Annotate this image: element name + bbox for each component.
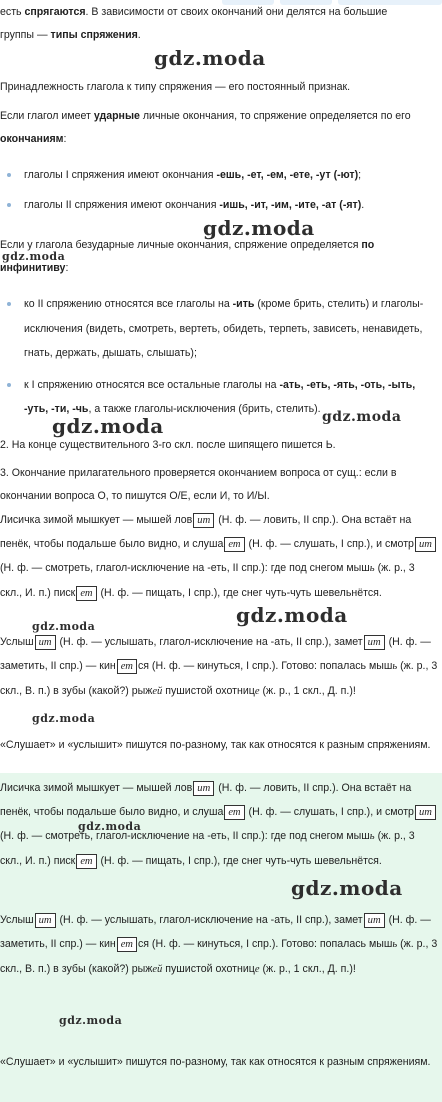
ending-box: ит <box>35 635 56 650</box>
ending-box: ит <box>364 913 385 928</box>
ending-mark: е <box>254 686 260 697</box>
stressed-rule-paragraph: Если глагол имеет ударные личные окончания, то спряжение определяется по его окончаниям: <box>0 110 411 145</box>
constant-feature-text: Принадлежность глагола к типу спряжения — его постоянный признак. <box>0 81 351 93</box>
unstressed-endings-list <box>0 292 436 422</box>
ending-box: ет <box>224 537 244 552</box>
bullet-icon <box>7 173 11 177</box>
bullet-icon <box>7 203 11 207</box>
intro-paragraph: есть спрягаются. В зависимости от своих окончаний они делятся на большие группы — типы спряжения. <box>0 6 388 41</box>
ending-mark: ей <box>152 686 163 697</box>
bullet-icon <box>7 383 11 387</box>
unstressed-rule-paragraph: Если у глагола безударные личные окончания, спряжение определяется по инфинитиву: <box>0 239 375 274</box>
list-item: глаголы II спряжения имеют окончания -ишь, -ит, -им, -ите, -ат (-ят). <box>0 193 436 218</box>
ending-box: ет <box>76 854 96 869</box>
watermark-logo: gdz.moda <box>2 250 66 263</box>
ending-mark: е <box>254 964 260 975</box>
ending-box: ет <box>117 937 137 952</box>
list-item: ко II спряжению относятся все глаголы на -ить (кроме брить, стелить) и глаголы-исключения (видеть, смотреть, вертеть, обидеть, терпеть, зависеть, ненавидеть, гнать, держать, дышать, слышать); <box>0 292 436 366</box>
watermark-logo: gdz.moda <box>59 1014 123 1027</box>
ending-mark: ей <box>152 964 163 975</box>
ending-box: ет <box>224 805 244 820</box>
ending-box: ит <box>415 805 436 820</box>
watermark-logo: gdz.moda <box>203 216 315 240</box>
watermark-logo: gdz.moda <box>32 712 96 725</box>
watermark-logo: gdz.moda <box>78 820 142 833</box>
soft-sign-mark: ь <box>369 563 375 574</box>
soft-sign-mark: ь <box>392 939 398 950</box>
soft-sign-mark: ь <box>369 831 375 842</box>
ending-box: ит <box>193 513 214 528</box>
answer-conclusion-text: «Слушает» и «услышит» пишутся по-разному, так как относятся к разным спряжениям. <box>0 1056 431 1068</box>
soft-sign-mark: ь <box>392 661 398 672</box>
list-item: глаголы I спряжения имеют окончания -ешь, -ет, -ем, -ете, -ут (-ют); <box>0 163 436 188</box>
ending-box: ет <box>117 659 137 674</box>
rule-3-text: 3. Окончание прилагательного проверяется окончанием вопроса от сущ.: если в окончании вопроса О, то пишутся О/Е, если И, то И/Ы. <box>0 467 397 502</box>
stressed-endings-list <box>0 163 436 217</box>
ending-box: ет <box>76 586 96 601</box>
conclusion-text: «Слушает» и «услышит» пишутся по-разному, так как относятся к разным спряжениям. <box>0 739 431 751</box>
ending-box: ит <box>364 635 385 650</box>
ending-box: ит <box>415 537 436 552</box>
ending-box: ит <box>193 781 214 796</box>
answer-paragraph-2: Услыш ит (Н. ф. — услышать, глагол-исключение на -ать, II спр.), замет ит (Н. ф. — заметить, II спр.) — кин ет ся (Н. ф. — кинуться, I спр.). Готово: попалась мышь (ж. р., 3 скл., В. п.) в зубы (какой?) рыжей пушистой охотнице (ж. р., 1 скл., Д. п.)! <box>0 914 438 975</box>
watermark-logo: gdz.moda <box>52 414 164 438</box>
ending-box: ит <box>35 913 56 928</box>
watermark-logo: gdz.moda <box>322 409 402 425</box>
watermark-logo: gdz.moda <box>236 603 348 627</box>
bullet-icon <box>7 302 11 306</box>
watermark-logo: gdz.moda <box>154 46 266 70</box>
answer-paragraph-1: Лисичка зимой мышкует — мышей лов ит (Н. ф. — ловить, II спр.). Она встаёт на пенёк, чтобы подальше было видно, и слуша ет (Н. ф. — слушать, I спр.), и смотр ит (Н. ф. — смотреть, глагол-исключение на -еть, II спр.): где под снегом мышь (ж. р., 3 скл., И. п.) писк ет (Н. ф. — пищать, I спр.), где снег чуть-чуть шевельнётся. <box>0 776 438 873</box>
worked-solution-paragraph-2: Услыш ит (Н. ф. — услышать, глагол-исключение на -ать, II спр.), замет ит (Н. ф. — заметить, II спр.) — кин ет ся (Н. ф. — кинуться, I спр.). Готово: попалась мышь (ж. р., 3 скл., В. п.) в зубы (какой?) рыжей пушистой охотнице (ж. р., 1 скл., Д. п.)! <box>0 636 438 697</box>
rule-2-text: 2. На конце существительного 3-го скл. после шипящего пишется Ь. <box>0 439 336 451</box>
list-item: к I спряжению относятся все остальные глаголы на -ать, -еть, -ять, -оть, -ыть, -уть, -ти, -чь, а также глаголы-исключения (брить, стелить). <box>0 373 436 422</box>
watermark-logo: gdz.moda <box>32 620 96 633</box>
worked-solution-paragraph: Лисичка зимой мышкует — мышей лов ит (Н. ф. — ловить, II спр.). Она встаёт на пенёк, чтобы подальше было видно, и слуша ет (Н. ф. — слушать, I спр.), и смотр ит (Н. ф. — смотреть, глагол-исключение на -еть, II спр.): где под снегом мышь (ж. р., 3 скл., И. п.) писк ет (Н. ф. — пищать, I спр.), где снег чуть-чуть шевельнётся. <box>0 508 438 605</box>
watermark-logo: gdz.moda <box>291 876 403 900</box>
